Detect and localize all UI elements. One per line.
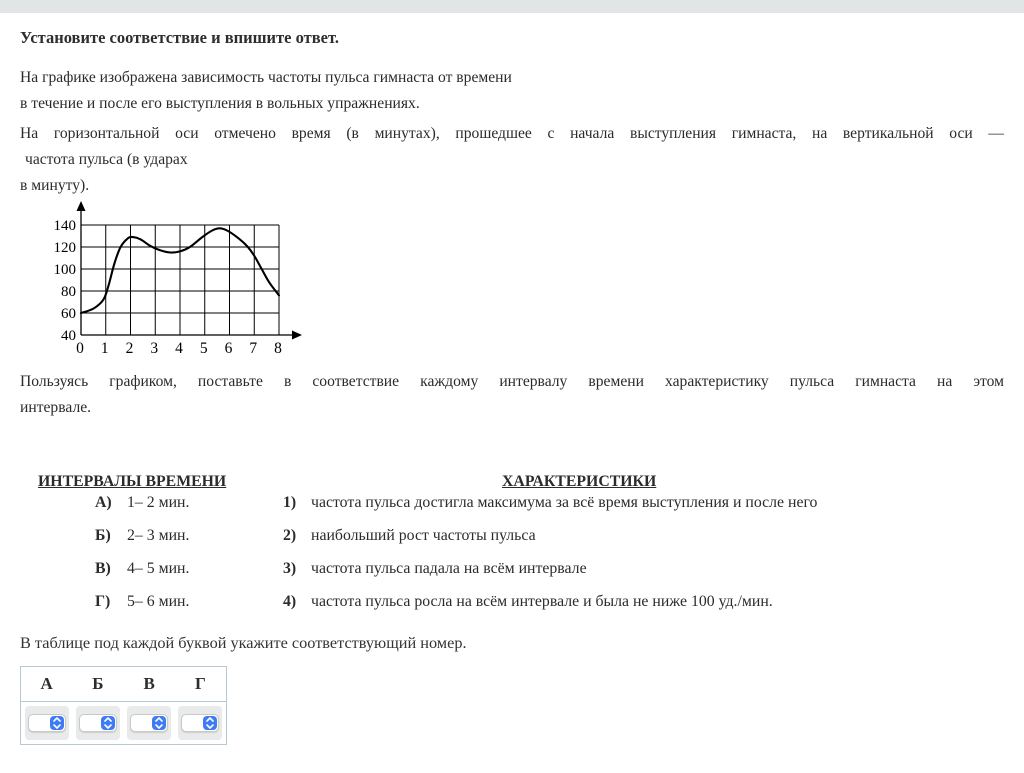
- intro-line-2: в течение и после его выступления в вольных упражнениях.: [20, 95, 420, 112]
- answer-cell-a: [21, 706, 72, 740]
- svg-text:0: 0: [76, 340, 84, 357]
- answer-select-a[interactable]: [28, 714, 66, 732]
- select-chevrons-icon: [101, 716, 115, 730]
- svg-text:8: 8: [274, 340, 282, 357]
- top-bar: [0, 0, 1024, 13]
- pulse-chart-svg: [38, 201, 338, 359]
- interval-letter-g: Г): [95, 593, 111, 610]
- interval-text-v: 4– 5 мин.: [127, 560, 190, 577]
- intro-line-1: На графике изображена зависимость частоты пульса гимнаста от времени: [20, 69, 512, 86]
- select-background-v: [127, 706, 171, 740]
- match-row-a: [20, 494, 1004, 527]
- svg-text:2: 2: [125, 340, 134, 357]
- interval-text-b: 2– 3 мин.: [127, 527, 190, 544]
- svg-text:7: 7: [249, 340, 258, 357]
- answer-select-v[interactable]: [130, 714, 168, 732]
- answer-table-header: [21, 667, 226, 702]
- answer-table-selects: [21, 702, 226, 744]
- axis-line-3: в минуту).: [20, 177, 90, 194]
- select-chevrons-icon: [152, 716, 166, 730]
- svg-text:120: 120: [53, 240, 76, 256]
- select-background-b: [76, 706, 120, 740]
- characteristic-num-4: 4): [283, 593, 297, 610]
- svg-text:4: 4: [175, 340, 183, 357]
- answer-table: [20, 666, 227, 745]
- svg-text:80: 80: [61, 284, 76, 300]
- matching-section: [20, 473, 1004, 626]
- svg-text:6: 6: [224, 340, 233, 357]
- task-line-2: интервале.: [20, 399, 92, 416]
- match-row-g: [20, 593, 1004, 626]
- characteristic-text-3: частота пульса падала на всём интервале: [311, 560, 587, 577]
- intro-paragraph: [20, 65, 1004, 117]
- characteristic-text-1: частота пульса достигла максимума за всё время выступления и после него: [311, 494, 818, 511]
- svg-text:1: 1: [100, 340, 109, 357]
- answer-cell-g: [175, 706, 226, 740]
- select-chevrons-icon: [50, 716, 64, 730]
- match-row-b: [20, 527, 1004, 560]
- select-chevrons-icon: [203, 716, 217, 730]
- svg-text:5: 5: [199, 340, 208, 357]
- characteristics-header: ХАРАКТЕРИСТИКИ: [502, 473, 657, 490]
- answer-instruction: В таблице под каждой буквой укажите соответствующий номер.: [20, 633, 467, 652]
- match-headers: [20, 473, 1004, 494]
- pulse-chart: [38, 201, 1004, 364]
- answer-cell-v: [124, 706, 175, 740]
- intervals-header: ИНТЕРВАЛЫ ВРЕМЕНИ: [38, 473, 227, 490]
- answer-select-g[interactable]: [181, 714, 219, 732]
- characteristic-num-3: 3): [283, 560, 297, 577]
- select-background-a: [25, 706, 69, 740]
- svg-text:3: 3: [150, 340, 159, 357]
- axis-description-paragraph: [20, 121, 1004, 199]
- axis-line-2: частота пульса (в ударах: [25, 151, 188, 168]
- characteristic-text-4: частота пульса росла на всём интервале и была не ниже 100 уд./мин.: [311, 593, 773, 610]
- match-row-v: [20, 560, 1004, 593]
- answer-col-a: А: [40, 674, 53, 693]
- answer-col-g: Г: [194, 674, 206, 693]
- axis-line-1: На горизонтальной оси отмечено время (в минутах), прошедшее с начала выступления гимнаста, на вертикальной оси —: [20, 125, 1004, 142]
- svg-text:140: 140: [53, 218, 76, 234]
- characteristic-num-2: 2): [283, 527, 297, 544]
- interval-text-g: 5– 6 мин.: [127, 593, 190, 610]
- svg-text:100: 100: [53, 262, 76, 278]
- task-line-1: Пользуясь графиком, поставьте в соответствие каждому интервалу времени характеристику пульса гимнаста на этом: [20, 373, 1004, 390]
- interval-text-a: 1– 2 мин.: [127, 494, 190, 511]
- answer-col-b: Б: [92, 674, 104, 693]
- characteristic-text-2: наибольший рост частоты пульса: [311, 527, 536, 544]
- characteristic-num-1: 1): [283, 494, 297, 511]
- answer-select-b[interactable]: [79, 714, 117, 732]
- answer-cell-b: [72, 706, 123, 740]
- select-background-g: [178, 706, 222, 740]
- question-title: Установите соответствие и впишите ответ.: [20, 28, 339, 47]
- answer-col-v: В: [143, 674, 155, 693]
- interval-letter-v: В): [95, 560, 111, 577]
- task-paragraph: [20, 369, 1004, 421]
- svg-text:60: 60: [61, 306, 76, 322]
- interval-letter-b: Б): [95, 527, 111, 544]
- svg-text:40: 40: [61, 328, 76, 344]
- interval-letter-a: А): [95, 494, 112, 511]
